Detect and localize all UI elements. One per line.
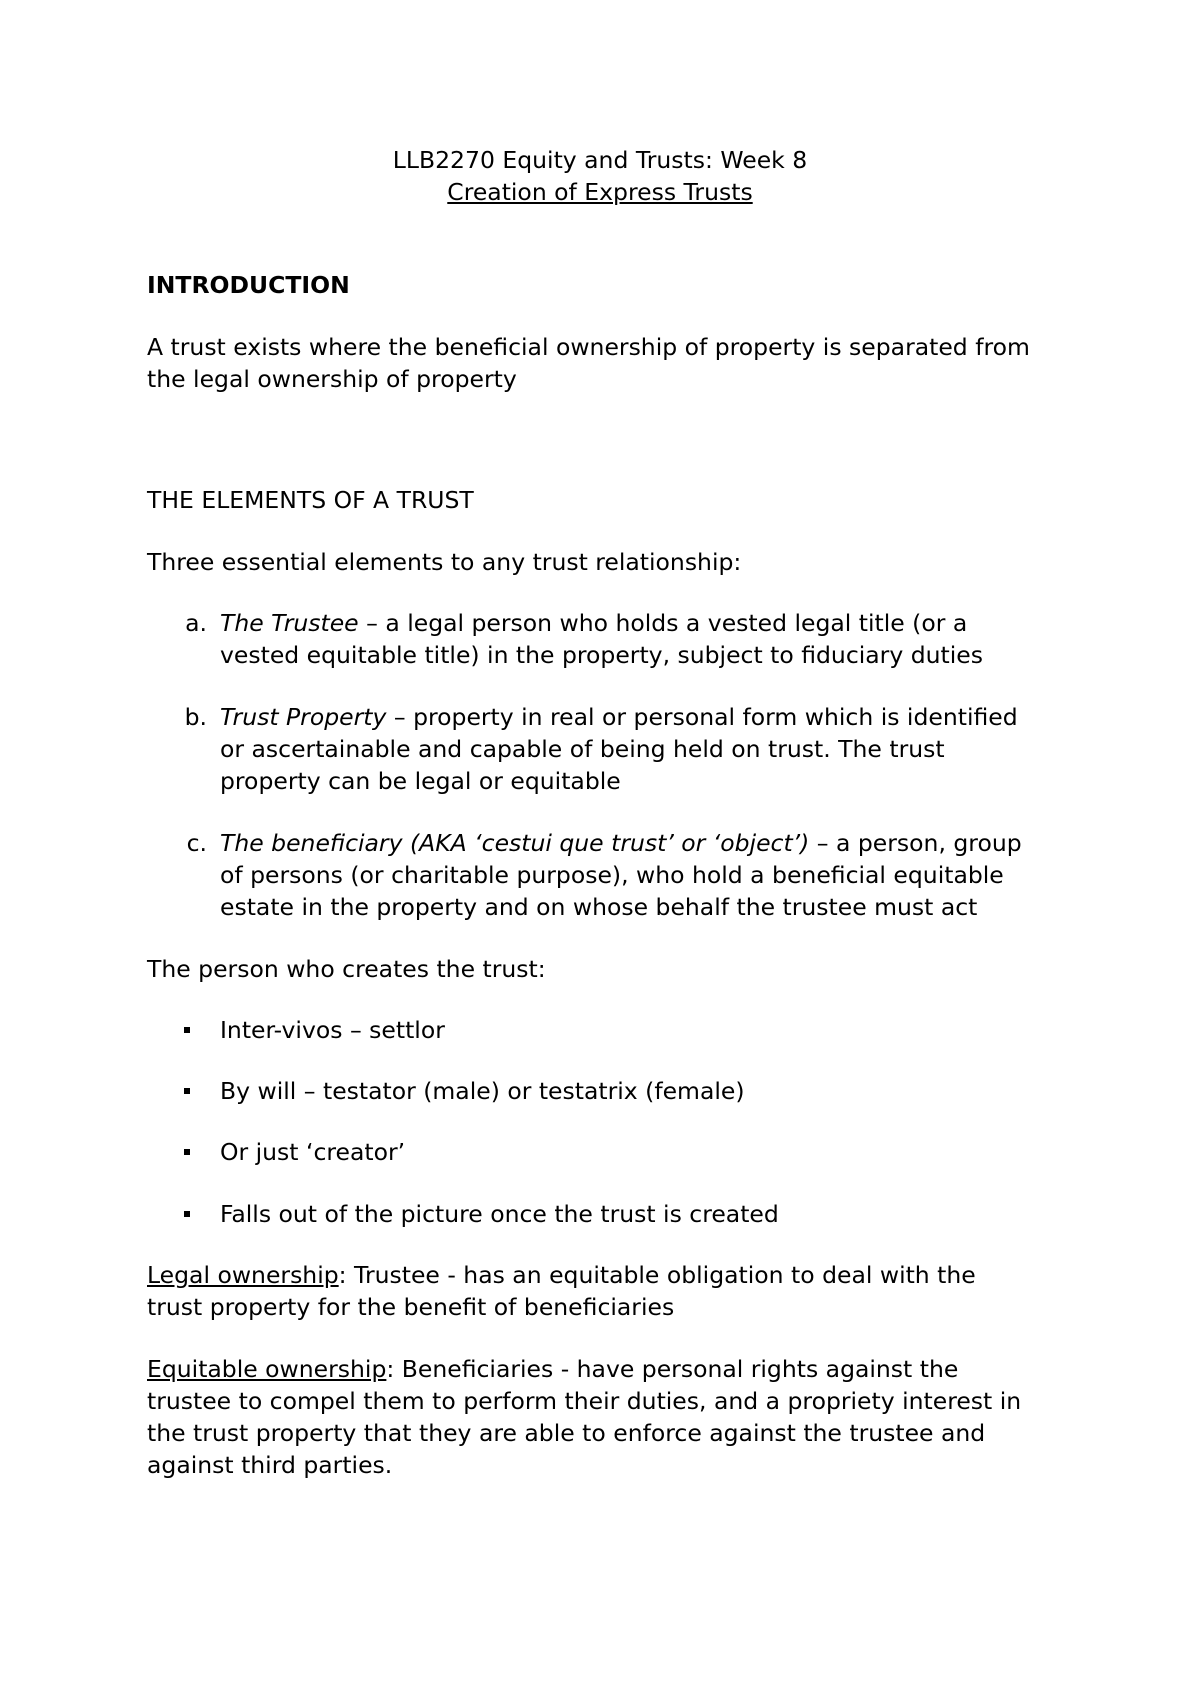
legal-ownership-line — [147, 1259, 976, 1292]
list-item-line — [220, 827, 1022, 860]
list-item-line: property can be legal or equitable — [220, 767, 621, 795]
bullet-marker — [184, 1088, 190, 1094]
list-item-marker: b. — [184, 703, 207, 731]
bullet-marker — [184, 1149, 190, 1155]
introduction-heading: INTRODUCTION — [147, 271, 350, 299]
equitable-ownership-line — [147, 1353, 958, 1386]
legal-ownership-term: Legal ownership — [147, 1261, 339, 1289]
list-item-marker: c. — [186, 829, 207, 857]
document-subtitle-text: Creation of Express Trusts — [447, 178, 753, 206]
list-item-marker: a. — [185, 609, 207, 637]
equitable-ownership-line: the trust property that they are able to enforce against the trustee and — [147, 1419, 986, 1447]
equitable-ownership-line: trustee to compel them to perform their duties, and a propriety interest in — [147, 1387, 1022, 1415]
bullet-text: Or just ‘creator’ — [220, 1138, 406, 1166]
list-item-line: vested equitable title) in the property, subject to fiduciary duties — [220, 641, 983, 669]
document-title: LLB2270 Equity and Trusts: Week 8 — [392, 146, 808, 174]
list-item-text: – a person, group — [809, 829, 1022, 857]
equitable-ownership-term: Equitable ownership — [147, 1355, 387, 1383]
list-item-line — [220, 701, 1018, 734]
elements-intro: Three essential elements to any trust relationship: — [147, 548, 742, 576]
bullet-text: By will – testator (male) or testatrix (female) — [220, 1077, 745, 1105]
bullet-marker — [184, 1027, 190, 1033]
list-item-text: – a legal person who holds a vested legal title (or a — [358, 609, 968, 637]
elements-heading: THE ELEMENTS OF A TRUST — [147, 486, 474, 514]
list-item-line — [220, 607, 967, 640]
legal-ownership-text: : Trustee - has an equitable obligation to deal with the — [338, 1261, 976, 1289]
equitable-ownership-text: : Beneficiaries - have personal rights against the — [386, 1355, 959, 1383]
document-subtitle — [0, 176, 1200, 209]
list-item-text: – property in real or personal form which is identified — [386, 703, 1018, 731]
list-item-line: or ascertainable and capable of being held on trust. The trust — [220, 735, 945, 763]
list-item-term: The beneficiary (AKA ‘cestui que trust’ or ‘object’) — [220, 829, 810, 857]
bullet-marker — [184, 1211, 190, 1217]
introduction-line: A trust exists where the beneficial ownership of property is separated from — [147, 333, 1030, 361]
bullet-text: Falls out of the picture once the trust is created — [220, 1200, 779, 1228]
creator-intro: The person who creates the trust: — [147, 955, 546, 983]
list-item-term: The Trustee — [220, 609, 359, 637]
list-item-term: Trust Property — [220, 703, 387, 731]
introduction-line: the legal ownership of property — [147, 365, 517, 393]
equitable-ownership-line: against third parties. — [147, 1451, 393, 1479]
list-item-line: of persons (or charitable purpose), who hold a beneficial equitable — [220, 861, 1004, 889]
bullet-text: Inter-vivos – settlor — [220, 1016, 445, 1044]
list-item-line: estate in the property and on whose behalf the trustee must act — [220, 893, 978, 921]
legal-ownership-line: trust property for the benefit of beneficiaries — [147, 1293, 675, 1321]
